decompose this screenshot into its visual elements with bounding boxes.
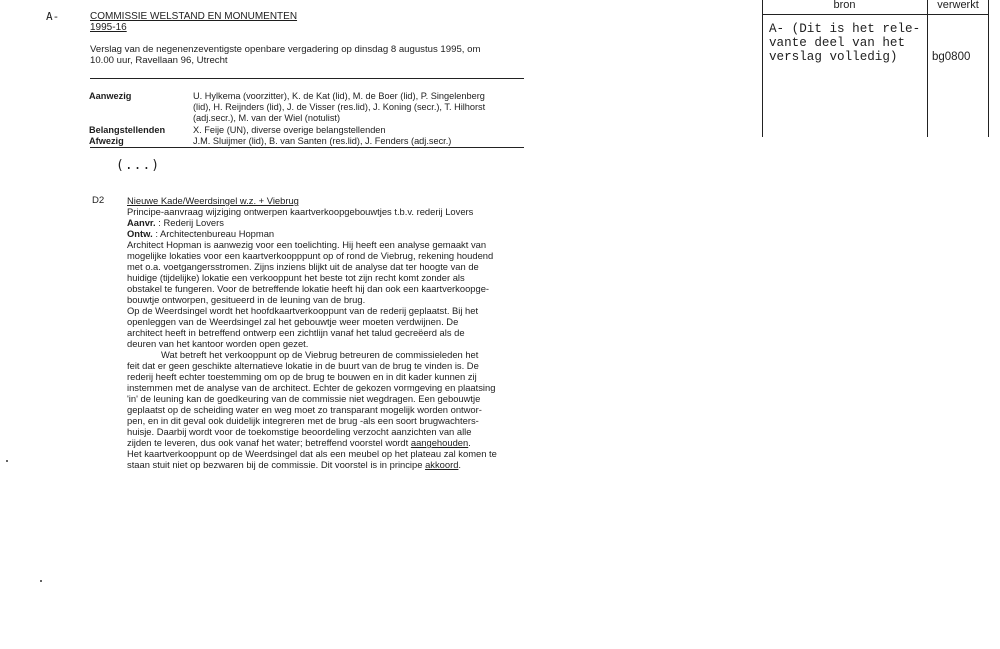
- decision-deferred: aangehouden: [410, 437, 469, 448]
- session-info: [90, 44, 530, 66]
- interested-label: Belangstellenden: [89, 125, 166, 135]
- text-line: zijden te leveren, dus ook vanaf het water; betreffend voorstel wordt aangehouden.: [127, 437, 471, 448]
- text-line: feit dat er geen geschikte alternatieve lokatie in de buurt van de brug te vinden is. De: [127, 360, 479, 371]
- margin-mark: A-: [46, 10, 60, 23]
- text-line: mogelijke lokaties voor een kaartverkoopppunt op of rond de Viebrug, rekening houdend: [127, 250, 494, 261]
- note-line: vante deel van het: [769, 36, 906, 50]
- text-line: obstakel te fungeren. Voor de betreffende lokatie heeft hij dan ook een kaartverkoopge-: [127, 283, 490, 294]
- omission-mark: (...): [116, 158, 161, 173]
- paragraph: [127, 349, 527, 448]
- text-line: huisje. Daarbij wordt voor de toekomstige beoordeling verzocht aanzichten van alle: [127, 426, 472, 437]
- text-line: huidige (tijdelijke) lokatie een verkooppunt het beste tot zijn recht komt zonder als: [127, 272, 465, 283]
- applicant-value: : Rederij Lovers: [158, 217, 224, 228]
- processed-code: bg0800: [932, 51, 971, 63]
- column-header-processed: verwerkt: [937, 0, 979, 11]
- absent-label: Afwezig: [89, 136, 124, 146]
- table-border: [762, 0, 763, 137]
- text-line: architect heeft in betreffend ontwerp een zichtlijn vanaf het talud gecreëerd als de: [127, 327, 465, 338]
- designer-label: Ontw.: [127, 228, 153, 239]
- text-line: pen, en in dit geval ook duidelijk integreren met de brug -als een soort brugwachters-: [127, 415, 479, 426]
- text-line: rederij heeft echter toestemming om op de brug te bouwen en in dit kader kunnen zij: [127, 371, 477, 382]
- table-border: [988, 0, 989, 137]
- source-table: [762, 0, 988, 137]
- table-border: [927, 0, 928, 137]
- text-line: Op de Weerdsingel wordt het hoofdkaartverkooppunt van de rederij geplaatst. Bij het: [127, 305, 479, 316]
- source-note: [769, 22, 920, 64]
- agenda-item: [127, 195, 527, 470]
- paragraph: [127, 239, 527, 305]
- divider: [90, 147, 524, 148]
- item-code: D2: [92, 195, 105, 206]
- absent-text: J.M. Sluijmer (lid), B. van Santen (res.lid), J. Fenders (adj.secr.): [193, 136, 452, 146]
- text-line: staan stuit niet op bezwaren bij de commissie. Dit voorstel is in principe akkoord.: [127, 459, 462, 470]
- organisation-title: COMMISSIE WELSTAND EN MONUMENTEN: [90, 11, 298, 22]
- text-line: deuren van het kantoor worden open gezet.: [127, 338, 309, 349]
- text-line: openleggen van de Weerdsingel zal het gebouwtje weer moeten verdwijnen. De: [127, 316, 459, 327]
- paragraph: [127, 305, 527, 349]
- text-line: bouwtje ontworpen, gesitueerd in de leuning van de brug.: [127, 294, 366, 305]
- present-label: Aanwezig: [89, 91, 132, 101]
- note-line: A- (Dit is het rele-: [769, 22, 921, 36]
- present-line: (adj.secr.), M. van der Wiel (notulist): [193, 113, 341, 123]
- applicant-label: Aanvr.: [127, 217, 156, 228]
- text-line: geplaatst op de scheiding water en weg moet zo transparant mogelijk worden ontwor-: [127, 404, 482, 415]
- text-line: instemmen met de analyse van de architect. Echter de gekozen vormgeving en plaatsing: [127, 382, 496, 393]
- divider: [90, 78, 524, 79]
- designer-value: : Architectenbureau Hopman: [155, 228, 275, 239]
- session-line: 10.00 uur, Ravellaan 96, Utrecht: [90, 55, 228, 66]
- interested-text: X. Feije (UN), diverse overige belangstellenden: [193, 125, 386, 135]
- present-list: [193, 91, 533, 124]
- session-line: Verslag van de negenenzeventigste openbare vergadering op dinsdag 8 augustus 1995, om: [90, 44, 481, 55]
- item-title: Nieuwe Kade/Weerdsingel w.z. + Viebrug: [127, 195, 299, 206]
- table-border: [762, 14, 988, 15]
- present-line: U. Hylkema (voorzitter), K. de Kat (lid), M. de Boer (lid), P. Singelenberg: [193, 91, 485, 101]
- text-line: Het kaartverkooppunt op de Weerdsingel dat als een meubel op het plateau zal komen te: [127, 448, 497, 459]
- text-line: Architect Hopman is aanwezig voor een toelichting. Hij heeft een analyse gemaakt van: [127, 239, 487, 250]
- scan-speck: [40, 580, 42, 582]
- meeting-number: 1995-16: [90, 22, 127, 33]
- document-header: [90, 11, 297, 33]
- present-line: (lid), H. Reijnders (lid), J. de Visser (res.lid), J. Koning (secr.), T. Hilhorst: [193, 102, 486, 112]
- column-header-source: bron: [833, 0, 856, 11]
- decision-approved: akkoord: [425, 459, 459, 470]
- note-line: verslag volledig): [769, 50, 898, 64]
- text-line: Wat betreft het verkooppunt op de Viebrug betreuren de commissieleden het: [161, 349, 479, 360]
- text-line: 'in' de leuning kan de goedkeuring van de commissie niet wegdragen. Een gebouwtje: [127, 393, 481, 404]
- text-line: met o.a. voetgangersstromen. Zijns inziens blijkt uit de analyse dat ter hoogte van de: [127, 261, 479, 272]
- paragraph: [127, 448, 527, 470]
- scan-speck: [6, 460, 8, 462]
- item-subtitle: Principe-aanvraag wijziging ontwerpen kaartverkoopgebouwtjes t.b.v. rederij Lovers: [127, 206, 474, 217]
